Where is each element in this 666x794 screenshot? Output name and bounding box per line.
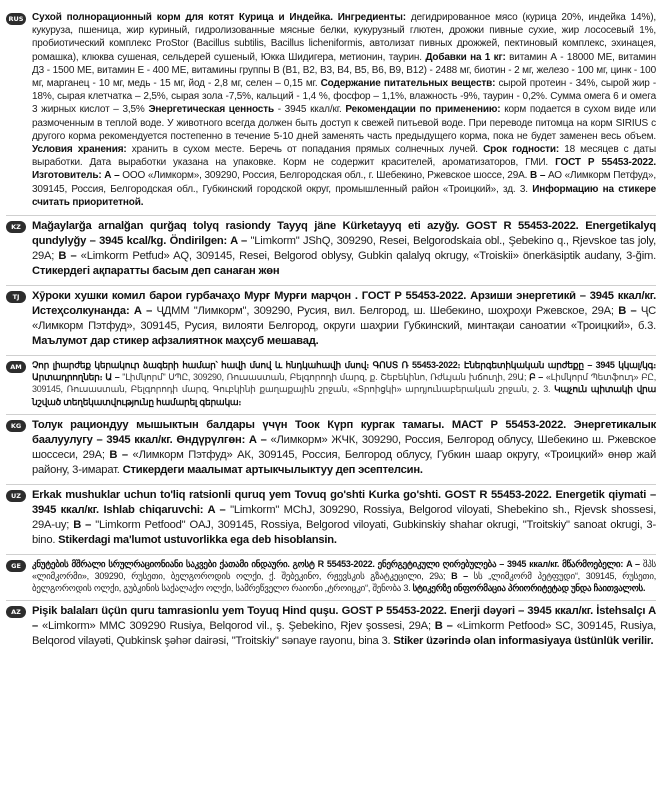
text-run: дегидрированное мясо (курица 20%, индейка 14%), кукуруза, пшеница, жир куриный, гидролизованные мясные белки, кукурузный глютен, дрожжи пивные сухие, жир лососевый 1%, пробиотический комплекс ProStor (Bacillus subtilis, Bacillus licheniformis, автолизат пивных дрожжей, пектиновый комплекс, эхинацея, ромашка), клюква сушеная, сельдерей сушеный, Юкка Шидигера, метионин, таурин.: [32, 12, 657, 63]
bold-text-run: Сухой полнорационный корм для котят Курица и Индейка. Ингредиенты:: [32, 12, 411, 23]
bold-text-run: B –: [434, 620, 457, 633]
text-run: 18 месяцев с даты выработки. Дата выработки указана на упаковке. Корм не содержит красителей, ароматизаторов, ГМИ.: [32, 144, 656, 169]
bold-text-run: B –: [73, 518, 96, 531]
text-run: «Лимкорм Пэтфуд» АК, 309145, Россия, Белгород облусу, Губкин шаар округу, «Троицкий» өнөр жай району, 3-имарат.: [32, 448, 656, 476]
bold-text-run: Маълумот дар стикер афзалиятнок маҳсуб мешавад.: [32, 335, 319, 348]
section-text-tj: [32, 289, 656, 349]
bold-text-run: Erkak mushuklar uchun to'liq ratsionli quruq yem Tovuq go'shti Kurka go'shti. GOST R 55453-2022. Energetik qiymati – 3945 ккал/кг. Ishlab chiqaruvchi: A –: [32, 488, 656, 516]
bold-text-run: კნუტების მშრალი სრულრაციონიანი საკვები ქათამი ინდაური. გოსტ R 55453-2022. ენერგეტიკული ღირებულება – 3945 ккал/кг. მწარმოებელი: A –: [32, 558, 643, 569]
text-run: "Լիմկորմ" ՍՊԸ, 309290, Ռուսաստան, Բելգորոդի մարզ, ք. Շեբեկինո, Ռժևյան խճուղի, 29Ա;: [122, 372, 530, 383]
section-az: [6, 601, 656, 655]
text-run: «Լիմկորմ Պետֆուդ» ԲԸ, 309145, Ռուսաստան, Բելգորոդի մարզ, Գուբկինի քաղաքային շրջան, «Տրոիցկի» արդյունաբերական շրջան, շ. 3.: [32, 372, 657, 395]
bold-text-run: Содержание питательных веществ:: [320, 78, 499, 90]
section-rus: [6, 8, 656, 216]
text-run: «Limkorm Petfood» SC, 309145, Rusiya, Belqorod vilayəti, Qubkinsk şəhər dairəsi, "Troitskiy" sənaye rayonu, bina 3.: [32, 620, 657, 648]
bold-text-run: სტიკერზე ინფორმაცია პრიორიტეტად უნდა ჩაითვალოს.: [412, 583, 646, 594]
bold-text-run: Mağaylarğa arnalğan qurğaq tolyq rasiondy Tayyq jäne Kürketayyq eti azyğy. GOST R 55453-2022. Energetikalyq qundylyğy – 3945 kcal/kg. Öndirilgen: A –: [32, 220, 656, 248]
text-run: - 3945 ккал/кг.: [277, 104, 346, 116]
bold-text-run: Срок годности:: [483, 144, 565, 156]
text-run: "Limkorm" JShQ, 309290, Resei, Belgorodskaia obl., Şebekino q., Rjevskoe tas joly, 29A;: [32, 235, 656, 263]
text-run: "Limkorm Petfood" OAJ, 309145, Rossiya, Belgorod viloyati, Gubkinskiy shahar okrugi, "Troitskiy" sanoat okrugi, 3-bino.: [32, 518, 656, 546]
bold-text-run: В –: [530, 170, 548, 182]
bold-text-run: ГОСТ Р 55453-2022. Изготовитель: А –: [32, 157, 657, 182]
section-text-kz: [32, 219, 656, 279]
text-run: хранить в сухом месте. Беречь от попадания прямых солнечных лучей.: [131, 144, 484, 156]
bold-text-run: Условия хранения:: [32, 144, 132, 156]
text-run: «Limkorm» MMC 309290 Rusiya, Belqorod vil., ş. Şebekino, Rjev şossesi, 29A;: [41, 620, 435, 633]
language-badge-uz: UZ: [6, 490, 26, 502]
section-text-am: [32, 359, 656, 408]
text-run: ООО «Лимкорм», 309290, Россия, Белгородская обл., г. Шебекино, Ржевское шоссе, 29А.: [122, 170, 531, 182]
bold-text-run: Stikerdagi ma'lumot ustuvorlikka ega deb hisoblansin.: [58, 533, 337, 546]
text-run: სს „ლიმკორმ პეტფუდი“, 309145, რუსეთი, ბელგოროდის ოლქი, გუბკინის საქალაქო ოლქი, სამრეწველო რაიონი „ტროიცკი“, შენობა 3.: [32, 571, 657, 594]
bold-text-run: Pişik balaları üçün quru tamrasionlu yem Toyuq Hind quşu. GOST P 55453-2022. Enerji dəyəri – 3945 ккал/кг. İstehsalçı A –: [32, 605, 656, 633]
text-run: витамин А - 18000 МЕ, витамин Д3 - 1500 МЕ, витамин Е - 400 МЕ, витамины группы В (В1, В2, В3, В4, В5, В6, В9, В12) - 2488 мг, биотин - 2 мг, железо - 100 мг, цинк - 100 мг, марганец - 10 мг, медь - 15 мг, йод - 2,8 мг, селен – 0,15 мг.: [32, 51, 656, 90]
text-run: «Limkorm Petfud» AQ, 309145, Resei, Belgorod oblysy, Gubkin qalalyq okrugy, «Troiskii» önerkäsiptik audany, 3-ğim.: [80, 250, 657, 263]
language-badge-az: AZ: [6, 606, 26, 618]
section-text-kg: [32, 418, 656, 478]
language-badge-kg: KG: [6, 420, 26, 432]
bold-text-run: Добавки на 1 кг:: [425, 51, 510, 63]
text-run: ҶС «Лимкорм Пэтфуд», 309145, Русия, вилояти Белгород, округи шаҳрии Губкинский, минтақаи саноатии «Троицкий», б.3.: [32, 305, 657, 333]
bold-text-run: B –: [58, 250, 81, 263]
bold-text-run: Информацию на стикере считать приоритетной.: [32, 183, 656, 208]
bold-text-run: Толук рациондуу мышыктын балдары үчүн Тоок Күрп кургак тамагы. МАСТ Р 55453-2022. Энергетикалык баалуулугу – 3945 ккал/кг. Өндүрүлгөн: А –: [32, 418, 656, 446]
section-tj: [6, 286, 656, 356]
section-text-rus: [32, 11, 656, 209]
multilingual-label-document: [6, 8, 656, 655]
bold-text-run: В –: [109, 448, 133, 461]
section-text-ge: [32, 558, 656, 595]
language-badge-kz: KZ: [6, 221, 26, 233]
section-kg: [6, 415, 656, 485]
text-run: сырой протеин - 34%, сырой жир - 18%, сырая клетчатка – 2,5%, сырая зола -7,5%, кальций - 1,4 %, фосфор – 1,1%, влажность -9%, таурин - 0,2%. Сумма омега 6 и омега 3 жирных кислот – 3,5%: [32, 78, 656, 116]
section-ge: [6, 555, 656, 602]
section-am: [6, 356, 656, 415]
section-uz: [6, 485, 656, 555]
language-badge-am: AM: [6, 361, 26, 373]
text-run: АО «Лимкорм Петфуд», 309145, Россия, Белгородская обл., Губкинский городской округ, промышленный район «Троицкий», зд. 3.: [32, 170, 656, 195]
section-kz: [6, 216, 656, 286]
bold-text-run: Կպչուն պիտակի վրա նշված տեղեկատվությունը համարել գերակա։: [32, 384, 657, 407]
text-run: корм подается в сухом виде или размоченным в теплой воде. У животного всегда должен быть доступ к свежей питьевой воде. При переводе питомца на корм SIRIUS с другого корма рекомендуется постепенно в течение 5-10 дней заменять часть предыдущего корма, пока не будет заменен весь объем.: [32, 104, 656, 142]
section-text-az: [32, 604, 656, 649]
bold-text-run: В –: [618, 305, 641, 318]
bold-text-run: Хӯроки хушки комил барои гурбачаҳо Мурғ Мурғи марҷон . ГОСТ Р 55453-2022. Арзиши энергетикӣ – 3945 ккал/кг. Истеҳсолкунанда: А –: [32, 290, 656, 318]
bold-text-run: Рекомендации по применению:: [345, 104, 505, 116]
bold-text-run: Энергетическая ценность: [148, 104, 278, 116]
bold-text-run: Stiker üzərində olan informasiyaya üstünlük verilir.: [393, 635, 654, 648]
bold-text-run: Стикердеги маалымат артыкчылыктуу деп эсептелсин.: [122, 463, 423, 476]
section-text-uz: [32, 488, 656, 548]
bold-text-run: B –: [451, 571, 474, 582]
language-badge-ge: GE: [6, 560, 26, 572]
bold-text-run: Չոր լիարժեք կերակուր ձագերի համար՝ հավի մսով և հնդկահավի մսով։ ԳՈՍՏ Ռ 55453-2022։ Էներգետիկական արժեքը – 3945 կկալ/կգ։ Արտադրողներ։ Ա –: [32, 360, 656, 383]
language-badge-tj: TJ: [6, 291, 26, 303]
text-run: ҶДММ "Лимкорм", 309290, Русия, вил. Белгород, ш. Шебекино, шоҳроҳи Ржевское, 29А;: [156, 305, 619, 318]
language-badge-rus: RUS: [6, 13, 26, 25]
text-run: «Лимкорм» ЖЧК, 309290, Россия, Белгород облусу, Шебекино ш. Ржевское шоссеси, 29А;: [32, 433, 656, 461]
bold-text-run: Стикердегі ақпаратты басым деп санаған жөн: [32, 265, 280, 278]
bold-text-run: Բ –: [529, 372, 546, 383]
text-run: "Limkorm" MChJ, 309290, Rossiya, Belgorod viloyati, Shebekino sh., Rjevsk shossesi, 29A-uy;: [32, 503, 657, 531]
text-run: შპს «ლიმკორმი», 309290, რუსეთი, ბელგოროდის ოლქი, ქ. შებეკინო, რჟევსკის გზატკეცილი, 29ა;: [32, 558, 656, 582]
